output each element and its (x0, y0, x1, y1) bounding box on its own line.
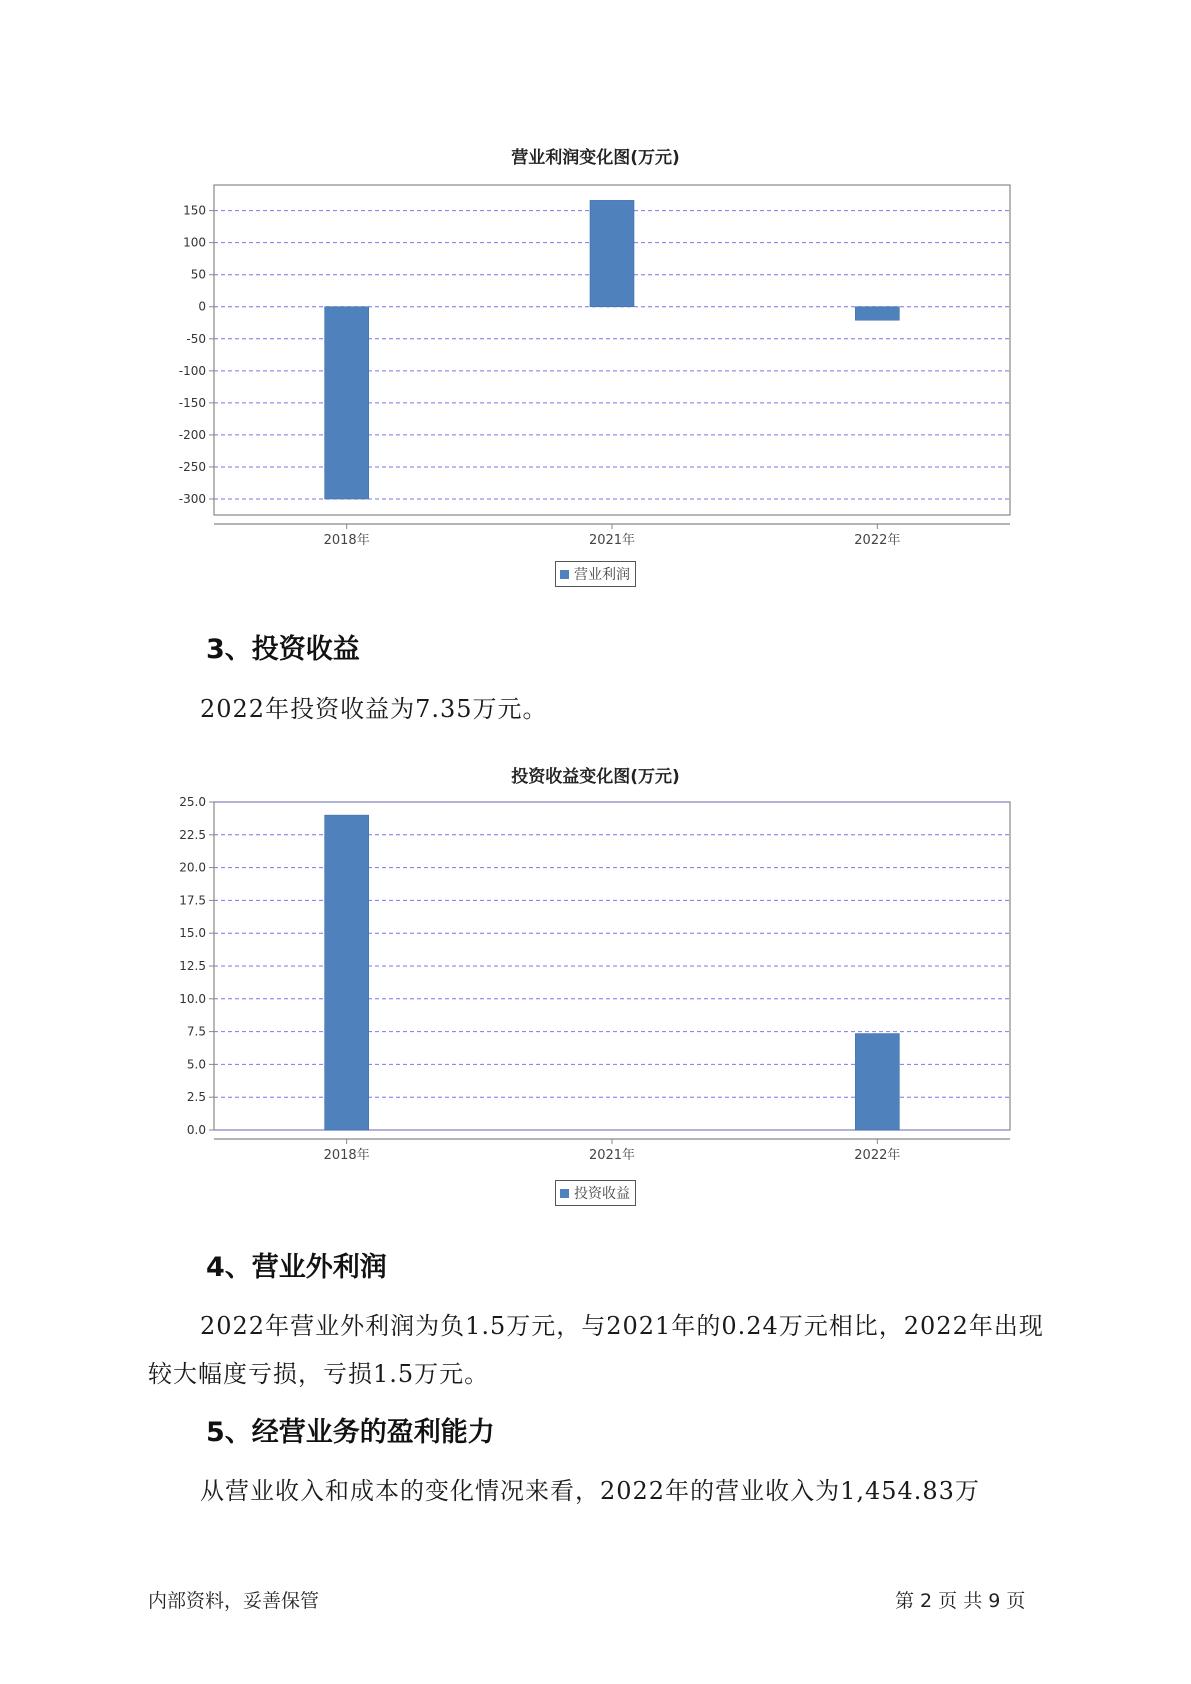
y-tick-label: 20.0 (179, 860, 206, 875)
y-tick-label: 150 (183, 203, 206, 218)
chart-1-title: 营业利润变化图(万元) (511, 148, 680, 168)
legend-swatch-icon (560, 570, 569, 579)
legend-swatch-icon (560, 1189, 569, 1198)
y-tick-label: -300 (178, 491, 206, 506)
y-tick-label: -100 (178, 363, 206, 378)
chart-2-legend-label: 投资收益 (574, 1186, 630, 1202)
y-tick-label: 17.5 (179, 893, 206, 908)
chart-2-title: 投资收益变化图(万元) (511, 767, 680, 787)
y-tick-label: 50 (190, 267, 206, 282)
y-tick-label: 0 (198, 299, 206, 314)
y-tick-label: 0.0 (186, 1123, 206, 1137)
y-tick-label: 5.0 (186, 1057, 206, 1072)
y-tick-label: -200 (178, 427, 206, 442)
x-tick-label: 2018年 (323, 533, 370, 548)
y-tick-label: -250 (178, 459, 206, 474)
section-4-heading: 4、营业外利润 (206, 1252, 387, 1283)
x-tick-label: 2018年 (323, 1148, 370, 1163)
footer-page-number: 第 2 页 共 9 页 (895, 1590, 1026, 1612)
y-tick-label: 7.5 (186, 1024, 206, 1039)
operating-profit-chart (0, 0, 1191, 560)
x-tick-label: 2022年 (854, 1148, 901, 1163)
y-tick-label: 25.0 (179, 795, 206, 809)
bar (325, 815, 369, 1130)
section-5-paragraph: 从营业收入和成本的变化情况来看，2022年的营业收入为1,454.83万 (200, 1477, 980, 1505)
section-3-paragraph: 2022年投资收益为7.35万元。 (200, 695, 548, 723)
y-tick-label: 22.5 (179, 827, 206, 842)
chart-1-legend (555, 561, 636, 587)
y-tick-label: -50 (186, 331, 206, 346)
section-4-paragraph: 2022年营业外利润为负1.5万元，与2021年的0.24万元相比，2022年出现较大幅度亏损，亏损1.5万元。 (148, 1312, 1044, 1388)
footer-confidential-note: 内部资料，妥善保管 (148, 1590, 320, 1612)
section-5-heading: 5、经营业务的盈利能力 (206, 1417, 495, 1448)
y-tick-label: -150 (178, 395, 206, 410)
bar (325, 307, 369, 499)
y-tick-label: 2.5 (186, 1090, 206, 1105)
chart-2-legend (555, 1180, 636, 1206)
bar (855, 307, 899, 320)
investment-income-chart (0, 780, 1191, 1180)
chart-1-legend-label: 营业利润 (574, 567, 630, 583)
x-tick-label: 2021年 (588, 1148, 636, 1163)
y-tick-label: 100 (183, 235, 206, 250)
y-tick-label: 12.5 (179, 959, 206, 973)
bar (590, 200, 634, 306)
x-tick-label: 2021年 (588, 533, 636, 548)
y-tick-label: 10.0 (179, 991, 206, 1006)
x-tick-label: 2022年 (854, 533, 901, 548)
section-3-heading: 3、投资收益 (206, 634, 360, 665)
y-tick-label: 15.0 (179, 926, 206, 941)
bar (855, 1034, 899, 1130)
